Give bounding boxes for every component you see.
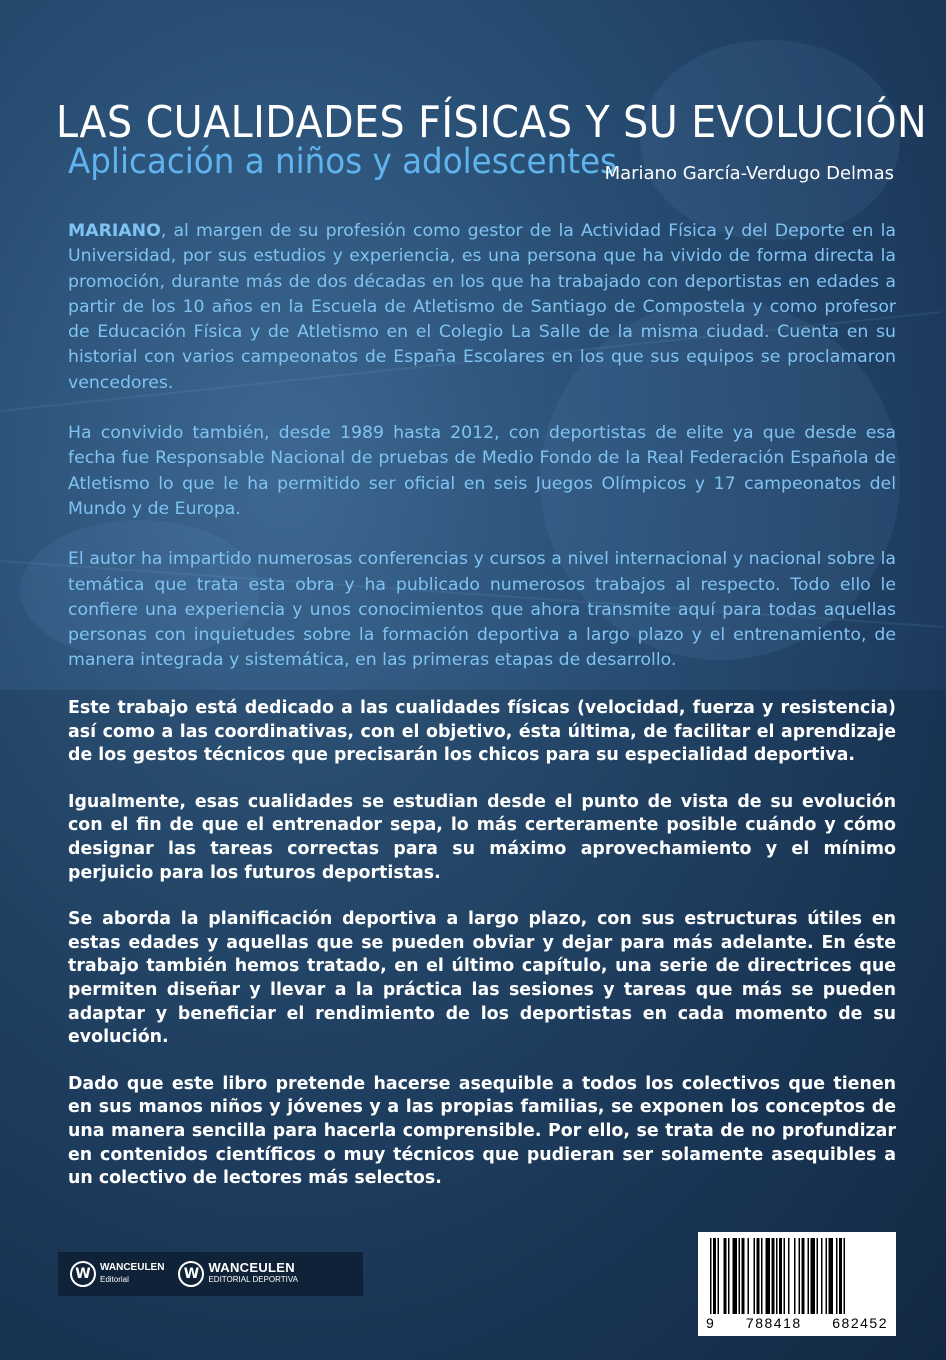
logo1-sub: Editorial: [100, 1275, 129, 1284]
barcode-bar: [788, 1238, 790, 1314]
isbn-barcode: [698, 1232, 896, 1336]
description-paragraph-2: Igualmente, esas cualidades se estudian desde el punto de vista de su evolución con el fin de que el entrenador sepa, lo más certeramente posible cuándo y cómo designar las tareas correctas para su máximo aprovechamiento y el mínimo perjuicio para los futuros deportistas.: [68, 791, 896, 883]
barcode-bar: [811, 1238, 816, 1314]
wanceulen-w-icon: W: [178, 1261, 204, 1287]
book-description: [68, 697, 896, 1214]
barcode-bars: [706, 1238, 888, 1314]
barcode-bar: [794, 1238, 796, 1314]
description-paragraph-4: Dado que este libro pretende hacerse asequible a todos los colectivos que tienen en sus manos niños y jóvenes y a las propias familias, se exponen los conceptos de una manera sencilla para hacerla comprensible. Por ello, se trata de no profundizar en contenidos científicos o muy técnicos que pudieran ser solamente asequibles a un colectivo de lectores más selectos.: [68, 1073, 896, 1189]
logo2-name: WANCEULEN: [208, 1260, 295, 1275]
logo1-name: WANCEULEN: [100, 1262, 165, 1273]
bio-paragraph-1: [68, 219, 896, 396]
barcode-bar: [821, 1238, 823, 1314]
bio-paragraph-1-text: , al margen de su profesión como gestor de la Actividad Física y del Deporte en la Universidad, por sus estudios y experiencia, es una persona que ha vivido de forma directa la promoción, durante más de dos décadas en los que ha trabajado con deportistas en edades a partir de los 10 años en la Escuela de Atletismo de Santiago de Compostela y como profesor de Educación Física y de Atletismo en el Colegio La Salle de la misma ciudad. Cuenta en su historial con varios campeonatos de España Escolares en los que sus equipos se proclamaron vencedores.: [68, 221, 896, 393]
wanceulen-deportiva-logo: [178, 1261, 298, 1287]
book-title: LAS CUALIDADES FÍSICAS Y SU EVOLUCIÓN: [56, 97, 928, 149]
barcode-bar: [713, 1238, 716, 1314]
barcode-bar: [779, 1238, 782, 1314]
barcode-bar: [728, 1238, 730, 1314]
barcode-bar: [757, 1238, 760, 1314]
barcode-bar: [844, 1238, 846, 1314]
barcode-bar: [754, 1238, 756, 1314]
barcode-bar: [817, 1238, 819, 1314]
barcode-bar: [733, 1238, 738, 1314]
barcode-bar: [748, 1238, 750, 1314]
publisher-logos: [58, 1252, 363, 1296]
barcode-bar: [710, 1238, 712, 1314]
description-paragraph-1: Este trabajo está dedicado a las cualidades físicas (velocidad, fuerza y resistencia) así como a las coordinativas, con el objetivo, ésta última, de facilitar el aprendizaje de los gestos técnicos que precisarán los chicos para su especialidad deportiva.: [68, 698, 896, 766]
wanceulen-w-icon: W: [70, 1261, 96, 1287]
bio-paragraph-2: Ha convivido también, desde 1989 hasta 2012, con deportistas de elite ya que desde esa fecha fue Responsable Nacional de pruebas de Medio Fondo de la Real Federación Española de Atletismo lo que le ha permitido ser oficial en seis Juegos Olímpicos y 17 campeonatos del Mundo y de Europa.: [68, 423, 896, 519]
barcode-bar: [718, 1238, 720, 1314]
logo2-sub: EDITORIAL DEPORTIVA: [208, 1275, 298, 1284]
barcode-bar: [766, 1238, 771, 1314]
barcode-bar: [829, 1238, 834, 1314]
bio-paragraph-3: El autor ha impartido numerosas conferencias y cursos a nivel internacional y nacional sobre la temática que trata esta obra y ha publicado numerosos trabajos al respecto. Todo ello le confiere una experiencia y unos conocimientos que ahora transmite aquí para todas aquellas personas con inquietudes sobre la formación deportiva a largo plazo y el entrenamiento, de manera integrada y sistemática, en las primeras etapas de desarrollo.: [68, 549, 896, 671]
barcode-bar: [739, 1238, 741, 1314]
barcode-bar: [802, 1238, 805, 1314]
barcode-bar: [836, 1238, 838, 1314]
wanceulen-editorial-logo: [70, 1261, 164, 1287]
author-name: Mariano García-Verdugo Delmas: [604, 163, 894, 184]
barcode-number: [706, 1315, 888, 1331]
barcode-digits-left: 788418: [745, 1315, 802, 1331]
author-bio: [68, 219, 896, 699]
barcode-bar: [724, 1238, 727, 1314]
barcode-digit-lead: 9: [706, 1315, 716, 1331]
barcode-bar: [826, 1238, 828, 1314]
bio-author-name: MARIANO: [68, 221, 161, 241]
barcode-bar: [808, 1238, 810, 1314]
barcode-bar: [776, 1238, 778, 1314]
barcode-bar: [772, 1238, 775, 1314]
barcode-digits-right: 682452: [832, 1315, 888, 1331]
book-subtitle: Aplicación a niños y adolescentes: [68, 142, 617, 182]
description-paragraph-3: Se aborda la planificación deportiva a largo plazo, con sus estructuras útiles en estas edades y aquellas que se pueden obviar y dejar para más adelante. En éste trabajo también hemos tratado, en el último capítulo, una serie de directrices que permiten diseñar y llevar a la práctica las sesiones y tareas que más se pueden adaptar y beneficiar el rendimiento de los deportistas en cada momento de su evolución.: [68, 909, 896, 1048]
barcode-bar: [784, 1238, 786, 1314]
barcode-bar: [761, 1238, 763, 1314]
barcode-bar: [742, 1238, 745, 1314]
barcode-bar: [799, 1238, 801, 1314]
barcode-bar: [839, 1238, 842, 1314]
